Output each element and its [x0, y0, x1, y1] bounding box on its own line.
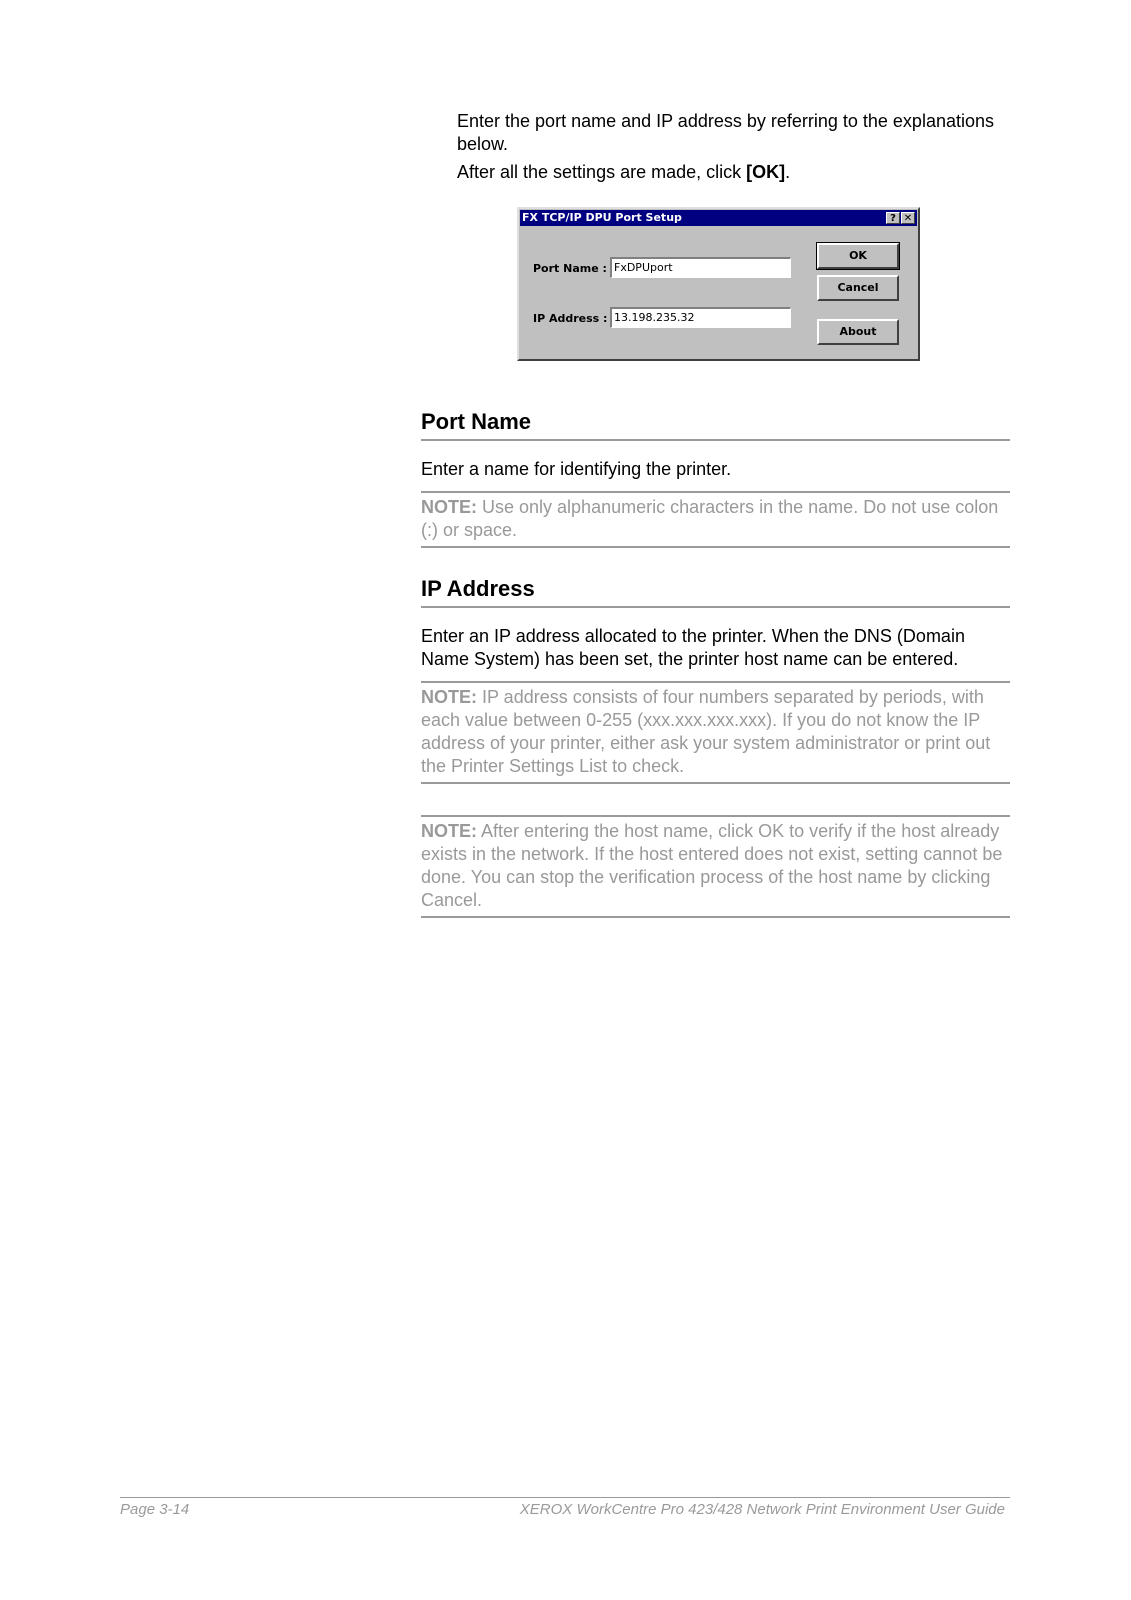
about-button[interactable]: About: [817, 319, 899, 345]
dialog-titlebar: [520, 210, 917, 226]
ip-address-label: IP Address :: [533, 312, 608, 325]
intro-line-1: Enter the port name and IP address by referring to the explanations below.: [457, 111, 994, 154]
note-label: NOTE:: [421, 821, 477, 841]
document-title: XEROX WorkCentre Pro 423/428 Network Print Environment User Guide: [519, 1501, 1005, 1518]
intro-text: [457, 110, 1017, 189]
port-name-input[interactable]: FxDPUport: [610, 257, 791, 278]
page-number: Page 3-14: [120, 1501, 190, 1518]
page-footer: [120, 1497, 1010, 1518]
close-icon[interactable]: ✕: [901, 212, 915, 224]
note-text: After entering the host name, click OK to verify if the host already exists in the network. If the host entered does not exist, setting cannot be done. You can stop the verification process of the host name by clicking Cancel.: [421, 821, 1003, 910]
dialog-title: FX TCP/IP DPU Port Setup: [522, 211, 682, 224]
note-text: IP address consists of four numbers separated by periods, with each value between 0-255 (xxx.xxx.xxx.xxx). If you do not know the IP address of your printer, either ask your system administrator or print out the Printer Settings List to check.: [421, 687, 991, 776]
intro-line-2-prefix: After all the settings are made, click: [457, 162, 747, 182]
ip-address-input[interactable]: 13.198.235.32: [610, 307, 791, 328]
ip-address-body: Enter an IP address allocated to the printer. When the DNS (Domain Name System) has been set, the printer host name can be entered.: [421, 626, 965, 669]
ip-address-section: [421, 575, 1010, 918]
intro-ok-reference: [OK]: [746, 162, 786, 182]
note-text: Use only alphanumeric characters in the name. Do not use colon (:) or space.: [421, 497, 999, 540]
ip-address-heading: IP Address: [421, 575, 1010, 608]
ok-button[interactable]: OK: [817, 243, 899, 269]
port-setup-dialog: [517, 207, 920, 361]
ip-address-note-1: [421, 681, 1010, 784]
port-name-note: [421, 491, 1010, 548]
port-name-body: Enter a name for identifying the printer.: [421, 459, 732, 479]
note-label: NOTE:: [421, 687, 477, 707]
intro-line-2: [457, 161, 1017, 184]
intro-line-2-suffix: .: [785, 162, 791, 182]
help-icon[interactable]: ?: [886, 212, 900, 224]
ip-address-note-2: [421, 815, 1010, 918]
port-name-heading: Port Name: [421, 408, 1010, 441]
port-name-section: [421, 408, 1010, 548]
note-label: NOTE:: [421, 497, 477, 517]
cancel-button[interactable]: Cancel: [817, 275, 899, 301]
port-name-label: Port Name :: [533, 262, 607, 275]
